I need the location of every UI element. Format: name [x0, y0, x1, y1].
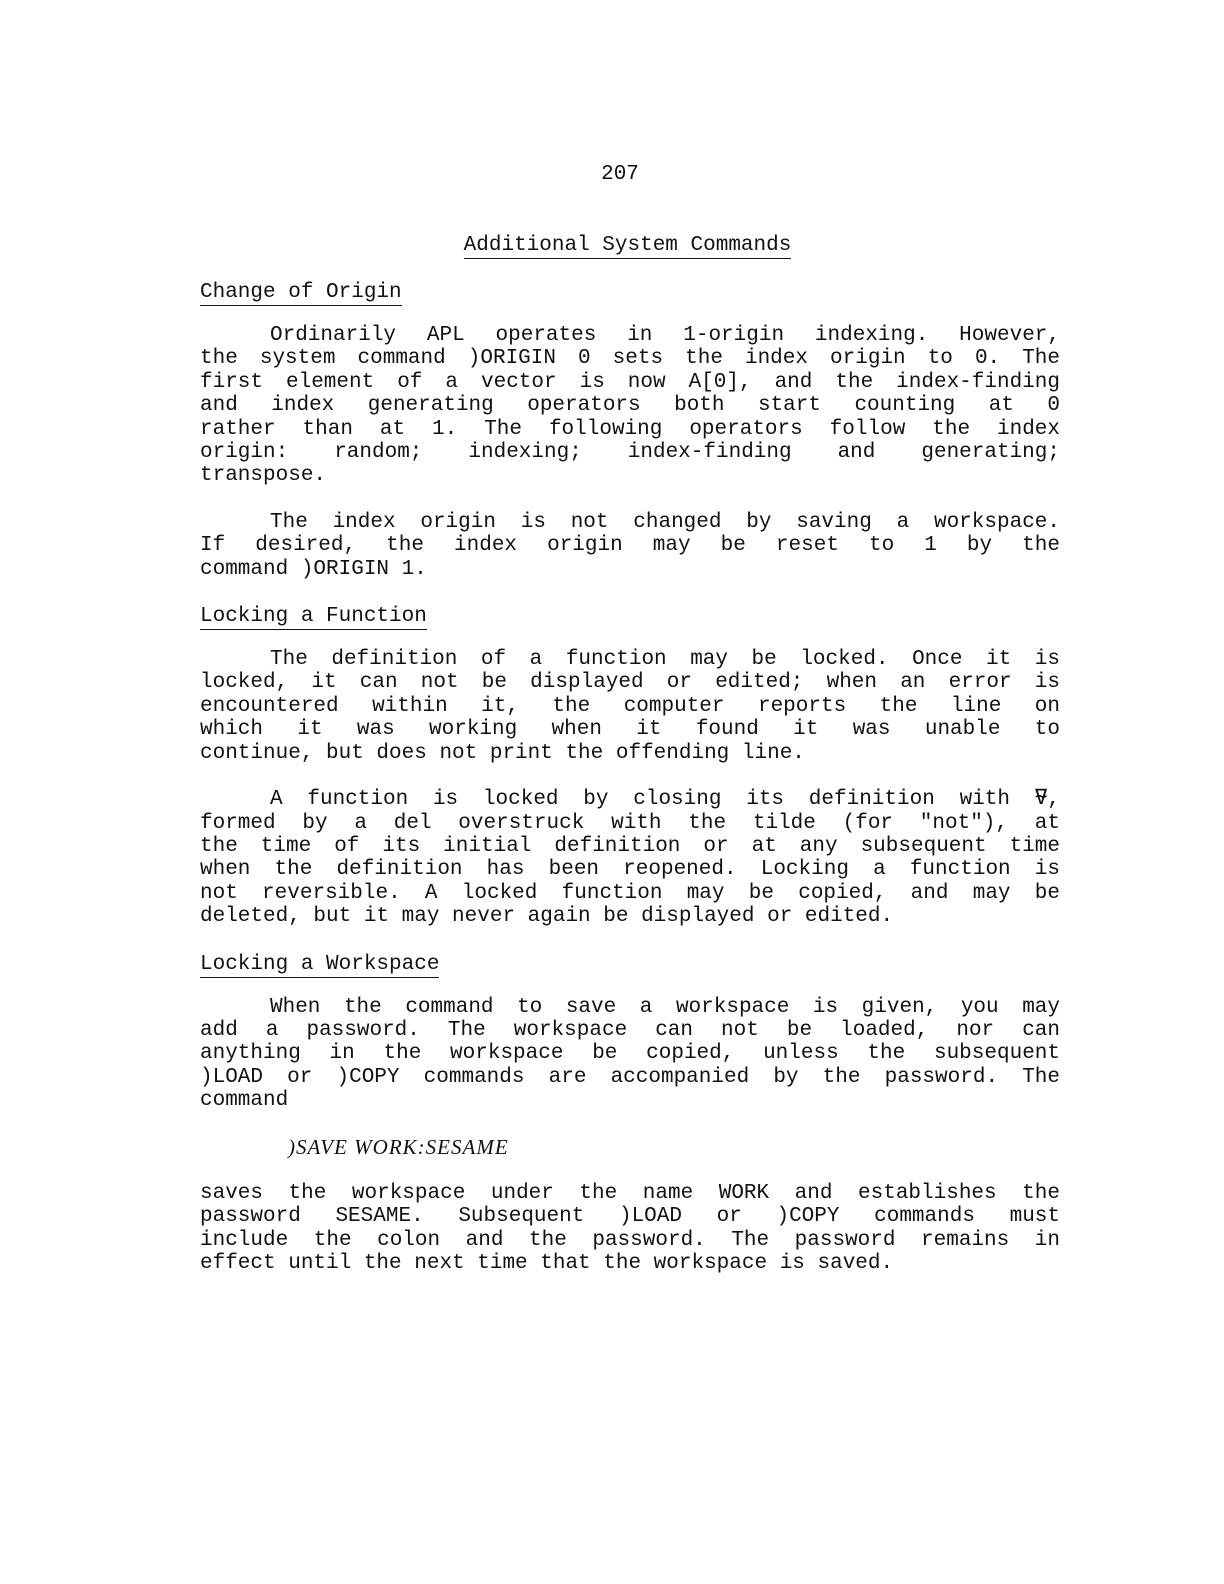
document-body	[200, 280, 1060, 1299]
page-title	[0, 233, 1224, 259]
page-title-text: Additional System Commands	[463, 234, 792, 257]
text-line: saves the workspace under the name WORK and establishes the	[200, 1181, 1060, 1205]
text-line: first element of a vector is now A[0], and the index-finding	[200, 370, 1060, 394]
paragraph-origin-1	[200, 324, 1060, 488]
text-line: deleted, but it may never again be displayed or edited.	[200, 905, 894, 929]
text-line: the time of its initial definition or at any subsequent time	[200, 834, 1060, 858]
text-line: continue, but does not print the offending line.	[200, 741, 805, 765]
section-heading-lock-function: Locking a Function	[200, 605, 427, 629]
paragraph-lock-workspace-1	[200, 996, 1060, 1113]
paragraph-origin-2	[200, 511, 1060, 581]
text-line: The definition of a function may be locked. Once it is	[270, 648, 1060, 672]
text-line: )LOAD or )COPY commands are accompanied by the password. The	[200, 1065, 1060, 1089]
text-line: add a password. The workspace can not be loaded, nor can	[200, 1018, 1060, 1042]
text-line: origin: random; indexing; index-finding and generating;	[200, 441, 1060, 465]
section-heading-origin: Change of Origin	[200, 281, 402, 304]
text-line: command )ORIGIN 1.	[200, 557, 427, 581]
paragraph-lock-function-2	[200, 788, 1060, 928]
text-line: command	[200, 1089, 289, 1113]
text-line: Ordinarily APL operates in 1-origin indexing. However,	[270, 324, 1060, 347]
text-line: not reversible. A locked function may be copied, and may be	[200, 881, 1060, 905]
text-line: The index origin is not changed by saving a workspace.	[270, 510, 1060, 534]
text-line: A function is locked by closing its definition with ⍫,	[270, 788, 1060, 812]
text-line: When the command to save a workspace is given, you may	[270, 995, 1060, 1019]
text-line: password SESAME. Subsequent )LOAD or )COPY commands must	[200, 1205, 1060, 1229]
text-line: formed by a del overstruck with the tilde (for "not"), at	[200, 811, 1060, 835]
text-line: include the colon and the password. The password remains in	[200, 1228, 1060, 1252]
text-line: encountered within it, the computer reports the line on	[200, 694, 1060, 718]
paragraph-lock-workspace-2	[200, 1182, 1060, 1276]
text-line: which it was working when it found it was unable to	[200, 718, 1060, 742]
text-line: anything in the workspace be copied, unless the subsequent	[200, 1042, 1060, 1066]
text-line: rather than at 1. The following operators follow the index	[200, 417, 1060, 441]
text-line: If desired, the index origin may be reset to 1 by the	[200, 534, 1060, 558]
text-line: the system command )ORIGIN 0 sets the index origin to 0. The	[200, 347, 1060, 371]
text-line: when the definition has been reopened. Locking a function is	[200, 858, 1060, 882]
text-line: locked, it can not be displayed or edited; when an error is	[200, 671, 1060, 695]
text-line: transpose.	[200, 464, 327, 488]
text-line: effect until the next time that the workspace is saved.	[200, 1252, 894, 1276]
text-line: and index generating operators both start counting at 0	[200, 394, 1060, 418]
section-heading-lock-workspace: Locking a Workspace	[200, 952, 440, 976]
command-example: )SAVE WORK:SESAME	[288, 1134, 509, 1159]
page-number: 207	[601, 163, 639, 186]
paragraph-lock-function-1	[200, 648, 1060, 765]
